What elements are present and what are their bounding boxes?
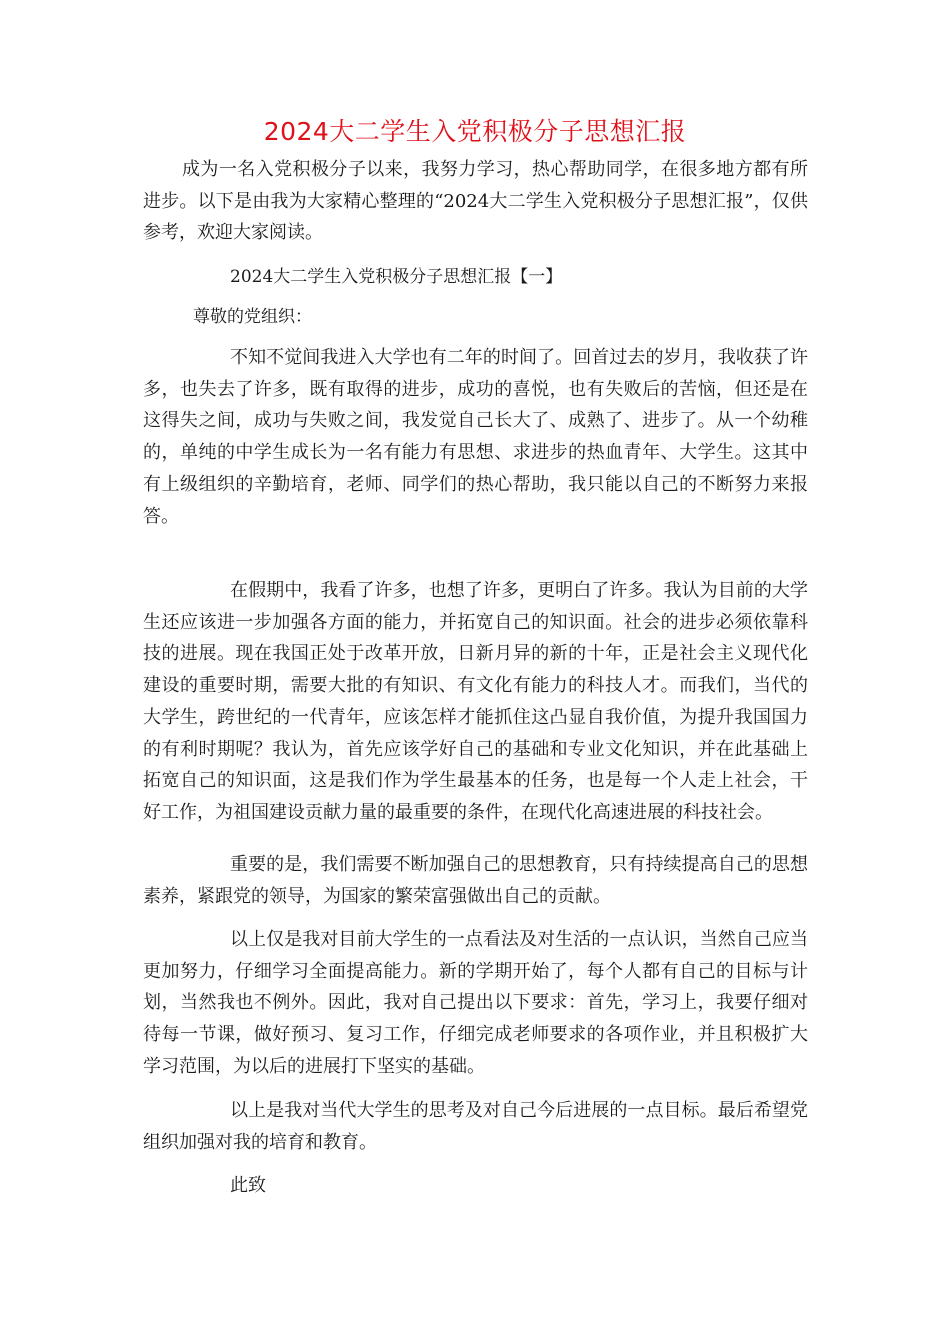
document-title: 2024大二学生入党积极分子思想汇报: [263, 117, 687, 146]
body-paragraph-4: 以上仅是我对目前大学生的一点看法及对生活的一点认识，当然自己应当更加努力，仔细学习全面提高能力。新的学期开始了，每个人都有自己的目标与计划，当然我也不例外。因此，我对自己提出以下要求：首先，学习上，我要仔细对待每一节课，做好预习、复习工作，仔细完成老师要求的各项作业，并且积极扩大学习范围，为以后的进展打下坚实的基础。: [143, 929, 808, 1077]
section-subtitle: 2024大二学生入党积极分子思想汇报【一】: [230, 267, 563, 287]
body-paragraph-3: 重要的是，我们需要不断加强自己的思想教育，只有持续提高自己的思想素养，紧跟党的领导，为国家的繁荣富强做出自己的贡献。: [143, 854, 808, 907]
salutation: 尊敬的党组织：: [193, 307, 312, 327]
closing-phrase: 此致: [230, 1175, 266, 1196]
intro-paragraph: 成为一名入党积极分子以来，我努力学习，热心帮助同学，在很多地方都有所进步。以下是由我为大家精心整理的“2024大二学生入党积极分子思想汇报”，仅供参考，欢迎大家阅读。: [143, 159, 808, 244]
body-paragraph-1: 不知不觉间我进入大学也有二年的时间了。回首过去的岁月，我收获了许多，也失去了许多，既有取得的进步，成功的喜悦，也有失败后的苦恼，但还是在这得失之间，成功与失败之间，我发觉自己长大了、成熟了、进步了。从一个幼稚的，单纯的中学生成长为一名有能力有思想、求进步的热血青年、大学生。这其中有上级组织的辛勤培育，老师、同学们的热心帮助，我只能以自己的不断努力来报答。: [143, 347, 808, 527]
body-paragraph-5: 以上是我对当代大学生的思考及对自己今后进展的一点目标。最后希望党组织加强对我的培育和教育。: [143, 1100, 808, 1153]
body-paragraph-2: 在假期中，我看了许多，也想了许多，更明白了许多。我认为目前的大学生还应该进一步加强各方面的能力，并拓宽自己的知识面。社会的进步必须依靠科技的进展。现在我国正处于改革开放，日新月异的新的十年，正是社会主义现代化建设的重要时期，需要大批的有知识、有文化有能力的科技人才。而我们，当代的大学生，跨世纪的一代青年，应该怎样才能抓住这凸显自我价值，为提升我国国力的有利时期呢？我认为，首先应该学好自己的基础和专业文化知识，并在此基础上拓宽自己的知识面，这是我们作为学生最基本的任务，也是每一个人走上社会，干好工作，为祖国建设贡献力量的最重要的条件，在现代化高速进展的科技社会。: [143, 580, 808, 823]
